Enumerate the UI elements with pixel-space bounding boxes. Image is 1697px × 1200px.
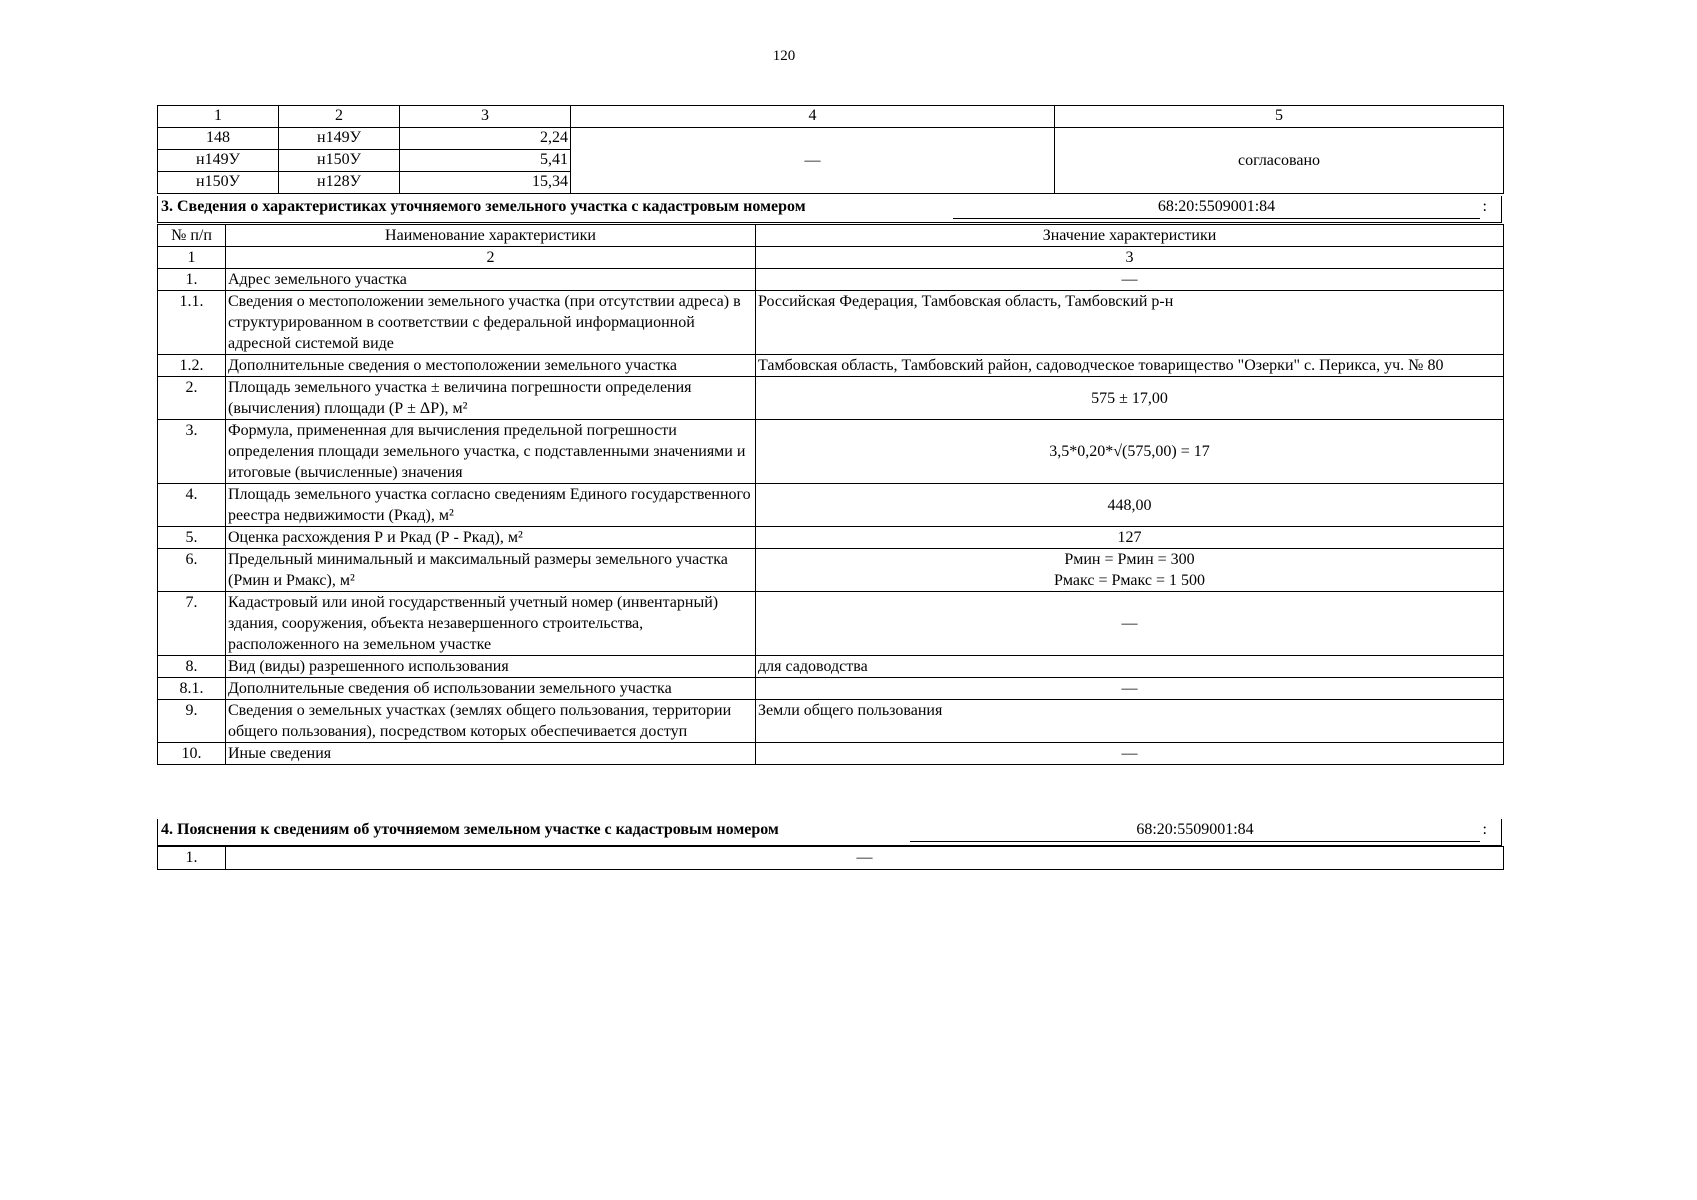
characteristic-name: Дополнительные сведения о местоположении земельного участка [226, 355, 756, 377]
characteristic-value: — [756, 678, 1504, 700]
table-row [158, 377, 1504, 420]
row-number: 1.1. [158, 291, 226, 355]
row-number: 3. [158, 420, 226, 484]
point-to: н128У [279, 172, 400, 194]
characteristic-name: Площадь земельного участка согласно сведениям Единого государственного реестра недвижимости (Ркад), м² [226, 484, 756, 527]
min-size-value: Рмин = Рмин = 300 [1064, 551, 1195, 568]
column-number: 3 [756, 247, 1504, 269]
row-number: 1.2. [158, 355, 226, 377]
characteristic-name: Дополнительные сведения об использовании земельного участка [226, 678, 756, 700]
table-row [158, 269, 1504, 291]
point-from: н149У [158, 150, 279, 172]
approval-status: согласовано [1055, 128, 1504, 194]
characteristic-value: Российская Федерация, Тамбовская область, Тамбовский р-н [756, 291, 1504, 355]
point-from: н150У [158, 172, 279, 194]
characteristic-name: Оценка расхождения Р и Ркад (Р - Ркад), м² [226, 527, 756, 549]
characteristic-name: Кадастровый или иной государственный учетный номер (инвентарный) здания, сооружения, объекта незавершенного строительства, расположенного на земельном участке [226, 592, 756, 656]
section-4-heading [157, 819, 1502, 846]
section-3-colon: : [1482, 198, 1487, 215]
section-3-cadastral-number: 68:20:5509001:84 [953, 198, 1480, 219]
characteristic-value: 127 [756, 527, 1504, 549]
header-cell: № п/п [158, 225, 226, 247]
row-number: 8.1. [158, 678, 226, 700]
characteristic-name: Площадь земельного участка ± величина погрешности определения (вычисления) площади (Р ± ΔР), м² [226, 377, 756, 420]
characteristic-value: Земли общего пользования [756, 700, 1504, 743]
table-header-row [158, 225, 1504, 247]
explanation-value: — [226, 847, 1504, 870]
section-4-cadastral-number: 68:20:5509001:84 [910, 821, 1480, 842]
column-number: 2 [226, 247, 756, 269]
table-row [158, 291, 1504, 355]
row-number: 8. [158, 656, 226, 678]
table-row [158, 128, 1504, 150]
characteristic-value: Тамбовская область, Тамбовский район, садоводческое товарищество "Озерки" с. Перикса, уч. № 80 [756, 355, 1504, 377]
characteristic-value: 3,5*0,20*√(575,00) = 17 [756, 420, 1504, 484]
distance-value: 5,41 [400, 150, 571, 172]
row-number: 1. [158, 269, 226, 291]
table-row [158, 420, 1504, 484]
characteristic-name: Вид (виды) разрешенного использования [226, 656, 756, 678]
characteristic-value [756, 549, 1504, 592]
row-number: 1. [158, 847, 226, 870]
characteristic-value: 448,00 [756, 484, 1504, 527]
row-number: 7. [158, 592, 226, 656]
section-3-label: 3. Сведения о характеристиках уточняемого земельного участка с кадастровым номером [161, 198, 806, 215]
max-size-value: Рмакс = Рмакс = 1 500 [1053, 572, 1206, 589]
page-number: 120 [772, 48, 796, 64]
characteristics-table [157, 224, 1504, 765]
table-row [158, 656, 1504, 678]
section-4-colon: : [1482, 821, 1487, 838]
header-cell: Наименование характеристики [226, 225, 756, 247]
row-number: 9. [158, 700, 226, 743]
header-cell: 4 [571, 106, 1055, 128]
distance-value: 15,34 [400, 172, 571, 194]
characteristic-value: — [756, 592, 1504, 656]
header-cell: 1 [158, 106, 279, 128]
col4-value: — [571, 128, 1055, 194]
distance-value: 2,24 [400, 128, 571, 150]
header-cell: 3 [400, 106, 571, 128]
section-3-heading [157, 196, 1502, 223]
table-row [158, 355, 1504, 377]
table-row [158, 700, 1504, 743]
table-row [158, 549, 1504, 592]
row-number: 4. [158, 484, 226, 527]
characteristic-value: — [756, 743, 1504, 765]
characteristic-value: для садоводства [756, 656, 1504, 678]
table-row [158, 743, 1504, 765]
header-cell: Значение характеристики [756, 225, 1504, 247]
characteristic-name: Предельный минимальный и максимальный размеры земельного участка (Рмин и Рмакс), м² [226, 549, 756, 592]
point-to: н150У [279, 150, 400, 172]
row-number: 5. [158, 527, 226, 549]
row-number: 10. [158, 743, 226, 765]
characteristic-name: Формула, примененная для вычисления предельной погрешности определения площади земельного участка, с подставленными значениями и итоговые (вычисленные) значения [226, 420, 756, 484]
table-row [158, 678, 1504, 700]
table-row [158, 484, 1504, 527]
characteristic-value: 575 ± 17,00 [756, 377, 1504, 420]
row-number: 2. [158, 377, 226, 420]
table-header-row [158, 106, 1504, 128]
explanations-table [157, 846, 1504, 870]
point-from: 148 [158, 128, 279, 150]
table-row [158, 527, 1504, 549]
characteristic-name: Адрес земельного участка [226, 269, 756, 291]
characteristic-name: Иные сведения [226, 743, 756, 765]
section-4-label: 4. Пояснения к сведениям об уточняемом земельном участке с кадастровым номером [161, 821, 779, 838]
header-cell: 2 [279, 106, 400, 128]
characteristic-name: Сведения о земельных участках (землях общего пользования, территории общего пользования), посредством которых обеспечивается доступ [226, 700, 756, 743]
column-number-row [158, 247, 1504, 269]
point-to: н149У [279, 128, 400, 150]
row-number: 6. [158, 549, 226, 592]
header-cell: 5 [1055, 106, 1504, 128]
table-row [158, 592, 1504, 656]
characteristic-value: — [756, 269, 1504, 291]
characteristic-name: Сведения о местоположении земельного участка (при отсутствии адреса) в структурированном в соответствии с федеральной информационной адресной системой виде [226, 291, 756, 355]
boundary-table [157, 105, 1504, 194]
column-number: 1 [158, 247, 226, 269]
table-row [158, 847, 1504, 870]
